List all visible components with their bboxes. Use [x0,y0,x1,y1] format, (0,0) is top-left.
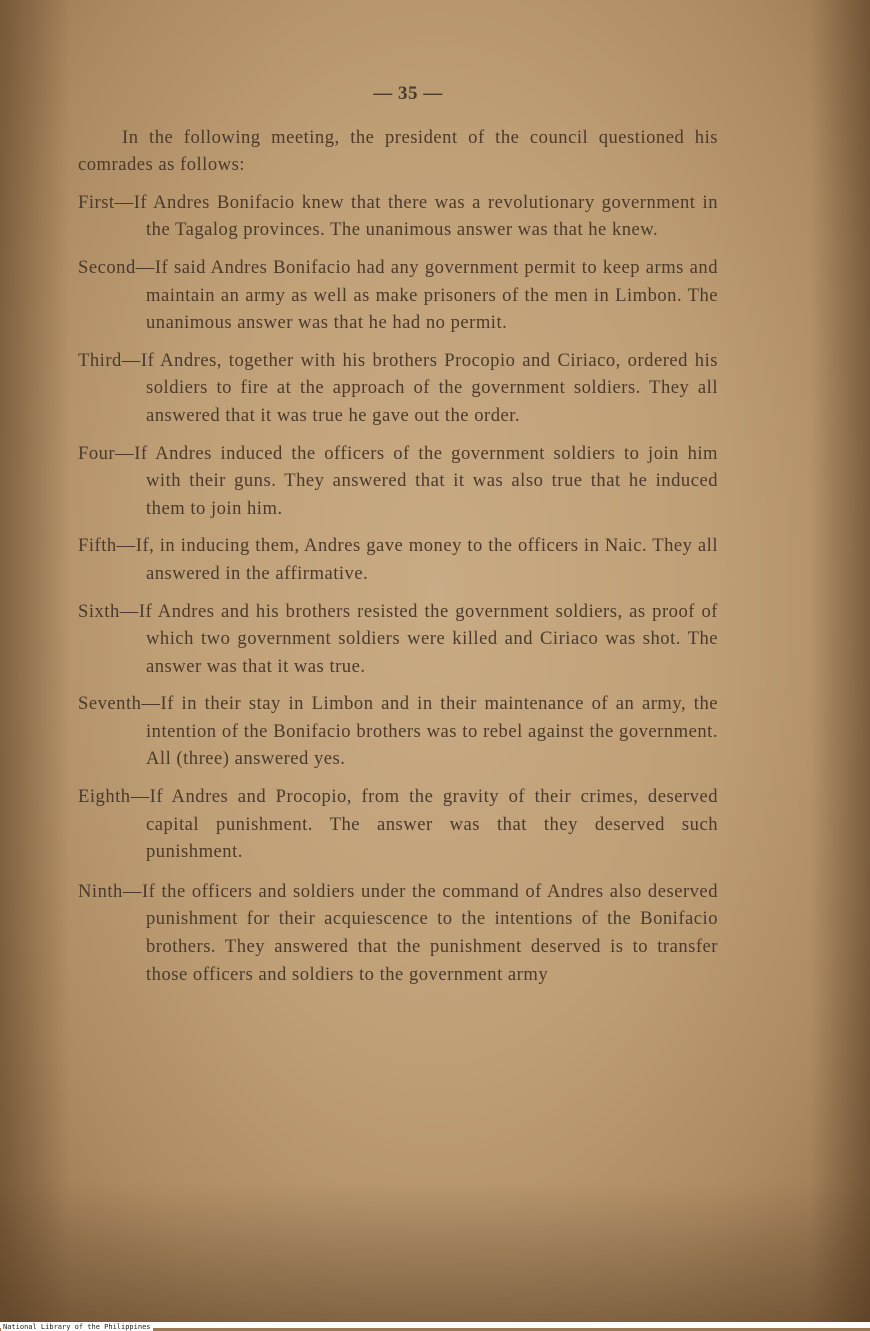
page-text-block [78,80,718,998]
page-number: — 35 — [373,83,443,104]
question-third: Third—If Andres, together with his brothers Procopio and Ciriaco, ordered his soldiers to fire at the approach of the government soldiers. They all answered that it was true he gave out the order. [78,349,718,426]
question-sixth: Sixth—If Andres and his brothers resisted the government soldiers, as proof of which two government soldiers were killed and Ciriaco was shot. The answer was that it was true. [78,600,718,677]
question-eighth: Eighth—If Andres and Procopio, from the gravity of their crimes, deserved capital punishment. The answer was that they deserved such punishment. [78,786,718,863]
question-fifth: Fifth—If, in inducing them, Andres gave money to the officers in Naic. They all answered in the affirmative. [78,535,718,584]
footer-credit: National Library of the Philippines [3,1323,151,1331]
question-seventh: Seventh—If in their stay in Limbon and in their maintenance of an army, the intention of the Bonifacio brothers was to rebel against the government. All (three) answered yes. [78,693,718,770]
intro-paragraph: In the following meeting, the president of the council questioned his comrades as follows: [78,126,718,176]
question-second: Second—If said Andres Bonifacio had any government permit to keep arms and maintain an army as well as make prisoners of the men in Limbon. The unanimous answer was that he had no permit. [78,256,718,334]
question-four: Four—If Andres induced the officers of the government soldiers to join him with their guns. They answered that it was also true that he induced them to join him. [78,442,718,519]
page-shadow [0,1182,870,1322]
question-first: First—If Andres Bonifacio knew that there was a revolutionary government in the Tagalog provinces. The unanimous answer was that he knew. [78,191,718,241]
question-ninth: Ninth—If the officers and soldiers under the command of Andres also deserved punishment for their acquiescence to the intentions of the Bonifacio brothers. They answered that the punishment deserved is to transfer those officers and soldiers to the government army [78,880,718,985]
